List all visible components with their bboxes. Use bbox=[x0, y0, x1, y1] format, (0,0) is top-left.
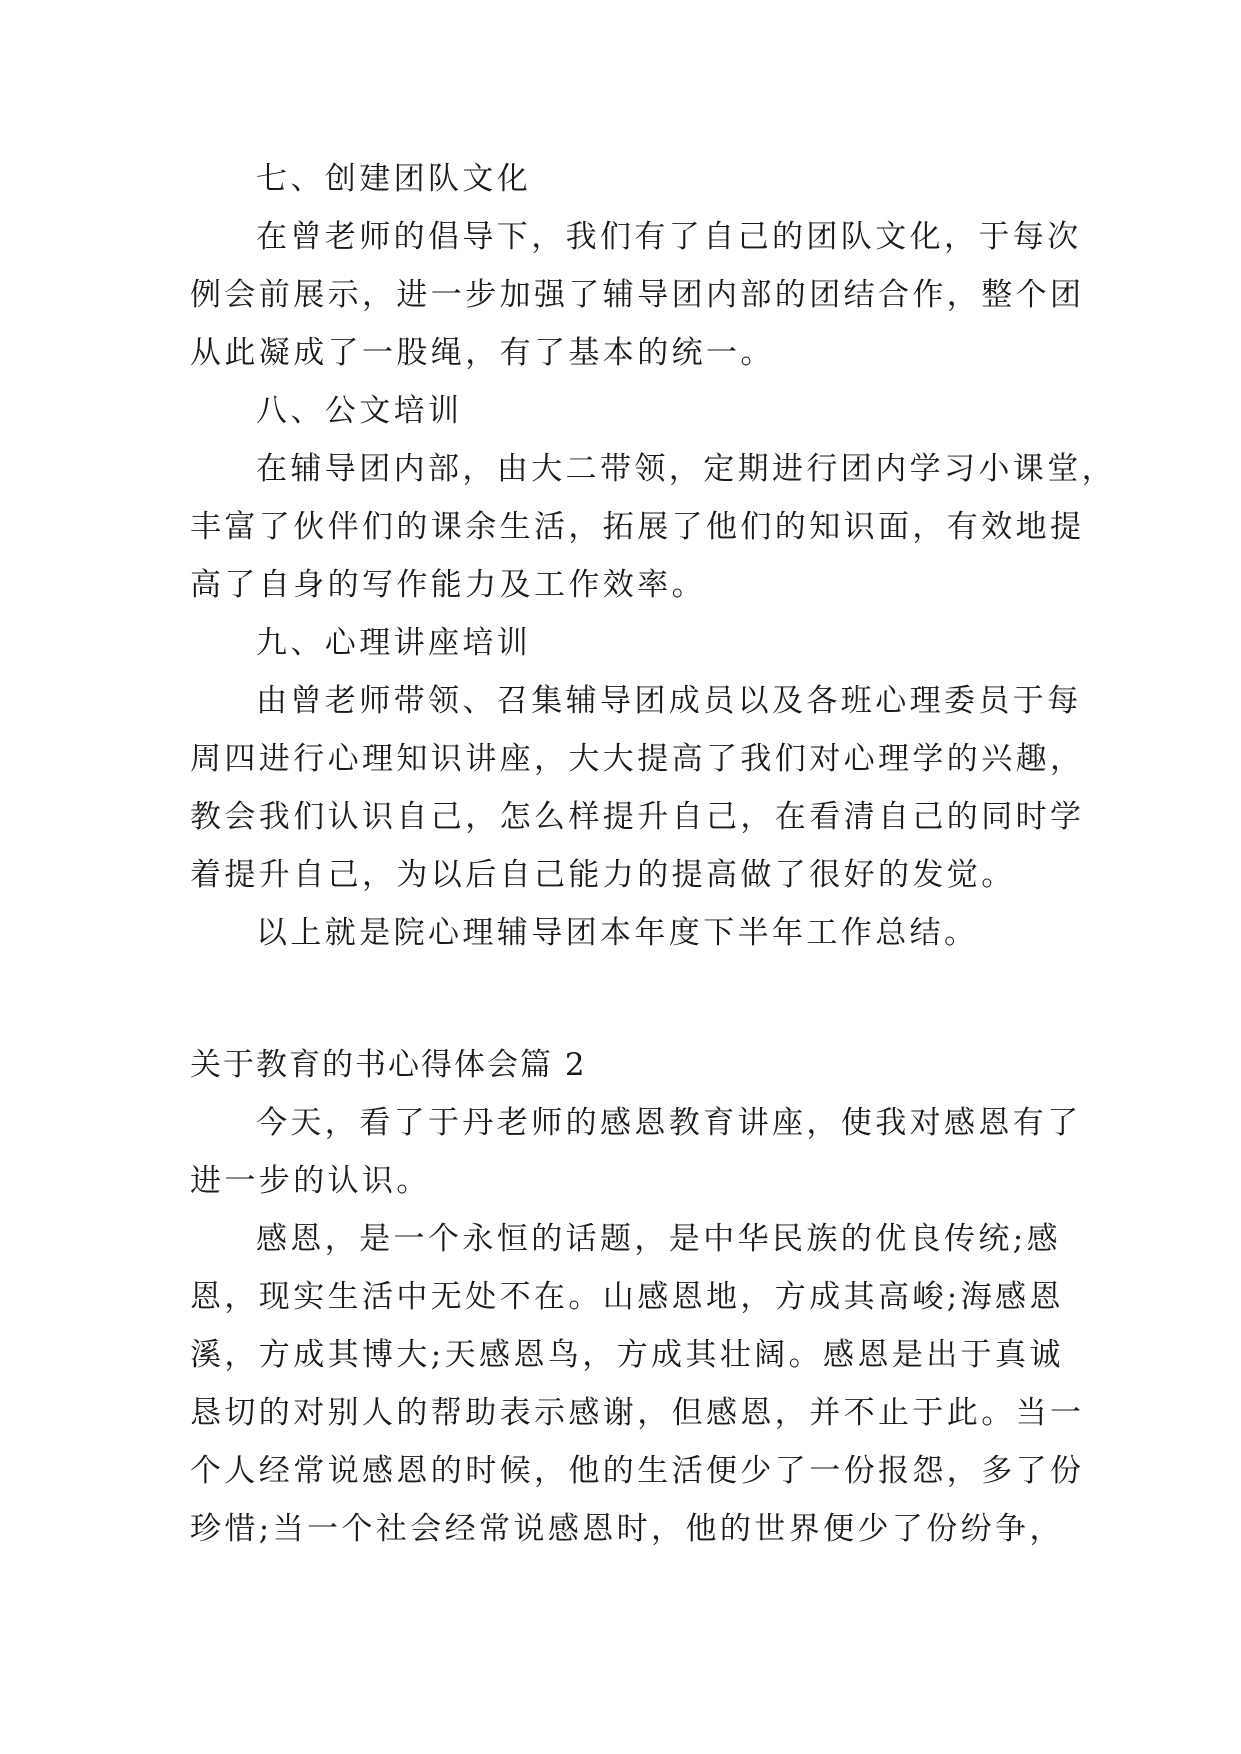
paragraph-line: 珍惜;当一个社会经常说感恩时，他的世界便少了份纷争， bbox=[190, 1511, 1064, 1547]
paragraph-line: 进一步的认识。 bbox=[190, 1163, 431, 1199]
paragraph-line: 个人经常说感恩的时候，他的生活便少了一份报怨，多了份 bbox=[190, 1453, 1085, 1489]
paragraph-line: 在曾老师的倡导下，我们有了自己的团队文化，于每次 bbox=[256, 219, 1082, 255]
paragraph-line: 教会我们认识自己，怎么样提升自己，在看清自己的同时学 bbox=[190, 799, 1085, 835]
section-gap bbox=[190, 962, 1060, 1036]
paragraph-line: 丰富了伙伴们的课余生活，拓展了他们的知识面，有效地提 bbox=[190, 509, 1085, 545]
paragraph-line: 周四进行心理知识讲座，大大提高了我们对心理学的兴趣， bbox=[190, 741, 1085, 777]
paragraph-line: 恳切的对别人的帮助表示感谢，但感恩，并不止于此。当一 bbox=[190, 1395, 1085, 1431]
paragraph-line: 感恩，是一个永恒的话题，是中华民族的优良传统;感 bbox=[256, 1221, 1062, 1257]
closing-sentence: 以上就是院心理辅导团本年度下半年工作总结。 bbox=[256, 915, 979, 951]
paragraph-line: 恩，现实生活中无处不在。山感恩地，方成其高峻;海感恩 bbox=[190, 1279, 1064, 1315]
paragraph-9 bbox=[190, 672, 1085, 904]
paragraph-line: 溪，方成其博大;天感恩鸟，方成其壮阔。感恩是出于真诚 bbox=[190, 1337, 1064, 1373]
paragraph-gratitude bbox=[190, 1210, 1085, 1558]
paragraph-line: 着提升自己，为以后自己能力的提高做了很好的发觉。 bbox=[190, 857, 1016, 893]
paragraph-line: 在辅导团内部，由大二带领，定期进行团内学习小课堂， bbox=[256, 451, 1116, 487]
paragraph-line: 从此凝成了一股绳，有了基本的统一。 bbox=[190, 335, 775, 371]
document-title: 关于教育的书心得体会篇 2 bbox=[190, 1047, 587, 1083]
paragraph-8 bbox=[190, 440, 1116, 614]
section-heading-8: 八、公文培训 bbox=[256, 393, 463, 429]
paragraph-line: 高了自身的写作能力及工作效率。 bbox=[190, 567, 706, 603]
paragraph-7 bbox=[190, 208, 1085, 382]
section-heading-9: 九、心理讲座培训 bbox=[256, 625, 532, 661]
document-page bbox=[190, 150, 1116, 1558]
paragraph-line: 今天，看了于丹老师的感恩教育讲座，使我对感恩有了 bbox=[256, 1105, 1082, 1141]
section-heading-7: 七、创建团队文化 bbox=[256, 161, 532, 197]
paragraph-intro bbox=[190, 1094, 1082, 1210]
paragraph-line: 例会前展示，进一步加强了辅导团内部的团结合作，整个团 bbox=[190, 277, 1085, 313]
paragraph-line: 由曾老师带领、召集辅导团成员以及各班心理委员于每 bbox=[256, 683, 1082, 719]
